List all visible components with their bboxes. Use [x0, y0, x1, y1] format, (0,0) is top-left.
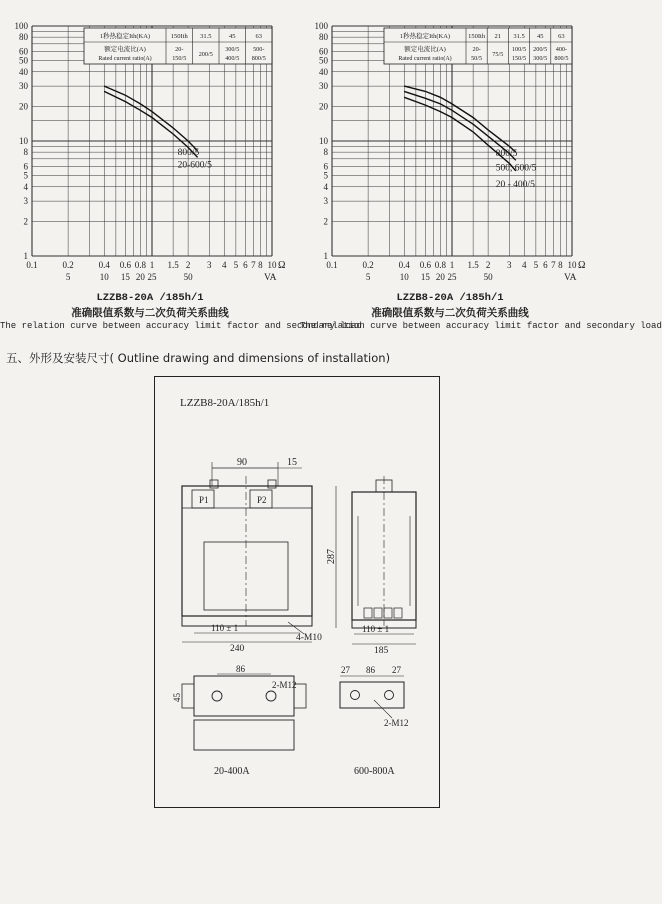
chart-right-table-r1-2: 21 [494, 33, 502, 40]
chart-right-x-tick-9: 4 [521, 260, 527, 270]
chart-right-va-tick-5: 50 [483, 272, 493, 282]
chart-left-table-r1-4: 63 [255, 33, 262, 40]
chart-right-x-tick-6: 1.5 [467, 260, 479, 270]
chart-right-table-r1-5: 63 [558, 33, 565, 40]
chart-left-y-tick-8: 8 [23, 147, 28, 158]
chart-right-y-tick-2: 60 [319, 46, 328, 57]
chart-left-y-tick-9: 6 [23, 161, 28, 172]
busbar-600-800a [340, 665, 409, 777]
busbar-a-hole-2 [266, 691, 276, 701]
chart-left-x-tick-10: 5 [233, 260, 239, 270]
chart-left-va-tick-2: 15 [120, 272, 130, 282]
chart-left-y-tick-6: 20 [19, 101, 28, 112]
chart-left-x-unit: Ω [278, 260, 286, 271]
drawing-frame [155, 377, 440, 808]
chart-right-y-tick-labels [315, 21, 329, 261]
chart-right-svg [300, 8, 600, 288]
chart-left-x-tick-11: 6 [243, 260, 248, 270]
busbar-a-dim-45: 45 [172, 693, 182, 702]
chart-right-curve-0 [404, 86, 516, 152]
chart-left-y-tick-7: 10 [19, 136, 28, 146]
chart-right-va-tick-labels [366, 272, 577, 283]
bolt-front: 4-M10 [296, 633, 322, 643]
chart-right-x-tick-11: 6 [543, 260, 548, 270]
chart-right-model: LZZB8-20A /185h/1 [396, 292, 504, 304]
busbar-a-bolt: 2-M12 [272, 680, 297, 690]
chart-left-x-tick-4: 0.8 [134, 260, 146, 270]
section-heading: 五、外形及安装尺寸( Outline drawing and dimensions of installation) [6, 351, 391, 365]
chart-left-table-r1-3: 45 [229, 33, 236, 40]
chart-left-svg [0, 8, 300, 288]
chart-right-x-tick-labels [326, 260, 585, 271]
chart-left-table-r2-2-b: 400/5 [225, 55, 240, 62]
chart-left-va-unit: VA [264, 273, 277, 283]
chart-left-x-tick-2: 0.4 [98, 260, 110, 270]
chart-right-table-r2-0-b: 50/5 [471, 55, 483, 62]
chart-left-table [84, 28, 272, 64]
chart-right-x-tick-12: 7 [551, 260, 556, 270]
chart-right-y-tick-0: 100 [314, 21, 328, 31]
chart-left-x-tick-5: 1 [149, 260, 155, 270]
chart-right-table-r2-label-cn: 额定电流比(A) [404, 46, 446, 53]
chart-left-x-tick-labels [26, 260, 285, 271]
chart-left-va-tick-4: 25 [147, 272, 157, 282]
chart-right-y-tick-1: 80 [319, 32, 328, 43]
chart-left-va-tick-1: 10 [99, 272, 109, 282]
chart-right-table-r2-3-b: 300/5 [533, 55, 548, 62]
chart-right-va-tick-1: 10 [399, 272, 409, 282]
busbar-b-label: 600-800A [354, 766, 395, 777]
busbar-a-hole-1 [212, 691, 222, 701]
chart-left-table-r2-2-a: 300/5 [225, 46, 240, 53]
chart-left-y-tick-10: 5 [23, 170, 28, 181]
chart-right-curve-label-1: 500, 600/5 [495, 163, 537, 174]
chart-right-va-tick-0: 5 [365, 272, 371, 282]
chart-left-x-tick-0: 0.1 [26, 260, 38, 270]
chart-left-va-tick-3: 20 [135, 272, 145, 282]
chart-left-x-tick-8: 3 [207, 260, 212, 270]
chart-left-table-r2-0-a: 20- [175, 46, 184, 53]
chart-right-va-tick-4: 25 [447, 272, 457, 282]
chart-left-table-r1-0: 1秒热稳定Ith(KA) [99, 33, 151, 40]
terminal-p1: P1 [199, 495, 209, 505]
busbar-20-400a [172, 664, 306, 777]
chart-right-table-r1-1: 150Ith [468, 33, 486, 40]
busbar-b-hole-1 [351, 691, 360, 700]
chart-right-table [384, 28, 572, 64]
chart-right-caption-cn: 准确限值系数与二次负荷关系曲线 [371, 307, 529, 319]
chart-left-x-tick-7: 2 [185, 260, 191, 270]
chart-right-y-tick-14: 1 [323, 251, 328, 261]
chart-left-table-r2-0-b: 150/5 [172, 55, 187, 62]
chart-right-x-tick-10: 5 [533, 260, 539, 270]
dim-side-185: 185 [374, 646, 389, 656]
chart-right-x-tick-5: 1 [449, 260, 455, 270]
chart-right-table-r2-label-en: Rated current ratio(A) [398, 56, 452, 62]
chart-right-table-r2-4-a: 400- [555, 46, 568, 53]
chart-right-table-r2-2-b: 150/5 [511, 55, 527, 62]
busbar-b-dim-27a: 27 [341, 665, 350, 675]
chart-left-x-tick-9: 4 [221, 260, 227, 270]
chart-right-va-tick-3: 20 [435, 272, 445, 282]
chart-left-table-r2-label-cn: 额定电流比(A) [104, 46, 146, 53]
chart-right-caption [300, 292, 662, 331]
chart-right-table-r1-4: 45 [536, 33, 544, 40]
chart-left-va-tick-5: 50 [183, 272, 193, 282]
chart-right-x-tick-1: 0.2 [362, 260, 374, 270]
chart-left-x-tick-14: 10 [267, 260, 277, 270]
busbar-b-hole-2 [385, 691, 394, 700]
chart-right-y-tick-10: 5 [323, 170, 328, 181]
front-view-body [182, 486, 312, 616]
chart-left-caption-en: The relation curve between accuracy limit factor and secondary load [0, 321, 362, 331]
chart-left-table-r2-label-en: Rated current ratio(A) [98, 56, 152, 62]
chart-right-y-tick-11: 4 [323, 181, 328, 192]
chart-left-table-r2-3-a: 500- [253, 46, 265, 53]
chart-left-y-tick-13: 2 [23, 216, 28, 227]
busbar-a-dim-86: 86 [236, 664, 245, 674]
chart-right-table-r2-1: 75/5 [492, 51, 504, 58]
chart-right-y-tick-7: 10 [319, 136, 328, 146]
chart-left-va-tick-labels [66, 272, 277, 283]
dim-side-110: 110 ± 1 [362, 624, 390, 634]
chart-right-table-r2-3-a: 200/5 [533, 46, 548, 53]
chart-right-y-tick-4: 40 [319, 66, 328, 77]
chart-left-x-tick-13: 8 [258, 260, 263, 270]
dim-front-110: 110 ± 1 [211, 623, 239, 633]
dim-90: 90 [237, 457, 247, 468]
chart-left-table-r2-3-b: 800/5 [251, 55, 266, 62]
secondary-terminal-3 [384, 608, 392, 618]
chart-right-curve-labels [496, 149, 537, 190]
chart-left [0, 8, 362, 338]
chart-left-table-r1-2: 31.5 [200, 33, 212, 40]
chart-right-y-tick-5: 30 [319, 81, 328, 92]
side-view [326, 476, 416, 656]
chart-right [300, 8, 662, 338]
terminal-p2: P2 [257, 495, 267, 505]
chart-left-y-tick-14: 1 [23, 251, 28, 261]
dim-15: 15 [287, 457, 297, 468]
chart-right-y-tick-12: 3 [323, 196, 328, 207]
chart-left-y-tick-5: 30 [19, 81, 28, 92]
chart-right-x-tick-14: 10 [567, 260, 577, 270]
chart-right-y-tick-6: 20 [319, 101, 328, 112]
chart-right-table-r2-4-b: 800/5 [554, 55, 569, 62]
secondary-terminal-1 [364, 608, 372, 618]
chart-right-x-tick-7: 2 [485, 260, 491, 270]
busbar-a-end-left [182, 684, 194, 708]
chart-right-x-tick-4: 0.8 [434, 260, 446, 270]
chart-right-curve-label-0: 800/5 [495, 149, 518, 160]
chart-left-curve-labels [178, 148, 213, 170]
secondary-terminal-4 [394, 608, 402, 618]
outline-drawing [154, 376, 440, 808]
chart-left-x-tick-6: 1.5 [167, 260, 179, 270]
chart-left-table-r2-1: 200/5 [198, 51, 213, 58]
chart-left-y-tick-4: 40 [19, 66, 28, 77]
chart-left-table-r1-1: 150Ith [170, 33, 188, 40]
chart-right-x-tick-8: 3 [507, 260, 512, 270]
chart-right-x-tick-3: 0.6 [419, 260, 432, 270]
front-view [182, 476, 322, 654]
busbar-b-dim-27b: 27 [392, 665, 401, 675]
chart-left-y-tick-2: 60 [19, 46, 28, 57]
front-base [182, 616, 312, 626]
chart-right-table-r1-3: 31.5 [513, 33, 525, 40]
chart-right-y-tick-9: 6 [323, 161, 328, 172]
model-label: LZZB8-20A/185h/1 [180, 397, 270, 409]
secondary-terminal-2 [374, 608, 382, 618]
chart-right-y-tick-8: 8 [323, 147, 328, 158]
chart-right-va-unit: VA [564, 273, 577, 283]
dim-front-240: 240 [230, 644, 245, 654]
chart-left-y-tick-1: 80 [19, 32, 28, 43]
chart-right-table-r2-2-a: 100/5 [511, 46, 527, 53]
chart-left-model: LZZB8-20A /185h/1 [96, 292, 204, 304]
terminal-p1-tab [210, 480, 218, 488]
chart-left-curves [104, 86, 197, 157]
terminal-p2-tab [268, 480, 276, 488]
chart-right-x-tick-0: 0.1 [326, 260, 338, 270]
chart-left-caption [0, 292, 362, 331]
chart-right-x-tick-2: 0.4 [398, 260, 410, 270]
chart-right-curve-label-2: 20 - 400/5 [495, 179, 535, 190]
chart-left-x-tick-12: 7 [251, 260, 256, 270]
chart-left-x-tick-3: 0.6 [119, 260, 132, 270]
chart-right-table-r2-0-a: 20- [472, 46, 481, 53]
chart-right-va-tick-2: 15 [420, 272, 430, 282]
busbar-b-plate [340, 682, 404, 708]
chart-right-y-tick-13: 2 [323, 216, 328, 227]
chart-left-curve-label-1: 20-600/5 [177, 160, 212, 171]
chart-right-table-r1-0: 1秒热稳定Ith(KA) [399, 33, 451, 40]
chart-right-y-tick-3: 50 [319, 55, 328, 66]
chart-left-va-tick-0: 5 [65, 272, 71, 282]
dim-height-287: 287 [326, 549, 337, 564]
chart-left-y-tick-labels [15, 21, 29, 261]
busbar-b-leader [374, 700, 392, 718]
chart-right-x-unit: Ω [578, 260, 586, 271]
chart-right-caption-en: The relation curve between accuracy limit factor and secondary load [300, 321, 662, 331]
busbar-b-bolt: 2-M12 [384, 718, 409, 728]
chart-left-y-tick-11: 4 [23, 181, 28, 192]
chart-right-x-tick-13: 8 [558, 260, 563, 270]
chart-left-y-tick-12: 3 [23, 196, 28, 207]
chart-left-caption-cn: 准确限值系数与二次负荷关系曲线 [71, 307, 229, 319]
chart-left-curve-label-0: 800/5 [177, 147, 200, 158]
busbar-a-label: 20-400A [214, 766, 250, 777]
chart-left-y-tick-0: 100 [14, 21, 28, 31]
busbar-b-dim-86: 86 [366, 665, 375, 675]
busbar-a-lower-plate [194, 720, 294, 750]
chart-left-x-tick-1: 0.2 [62, 260, 74, 270]
chart-left-y-tick-3: 50 [19, 55, 28, 66]
